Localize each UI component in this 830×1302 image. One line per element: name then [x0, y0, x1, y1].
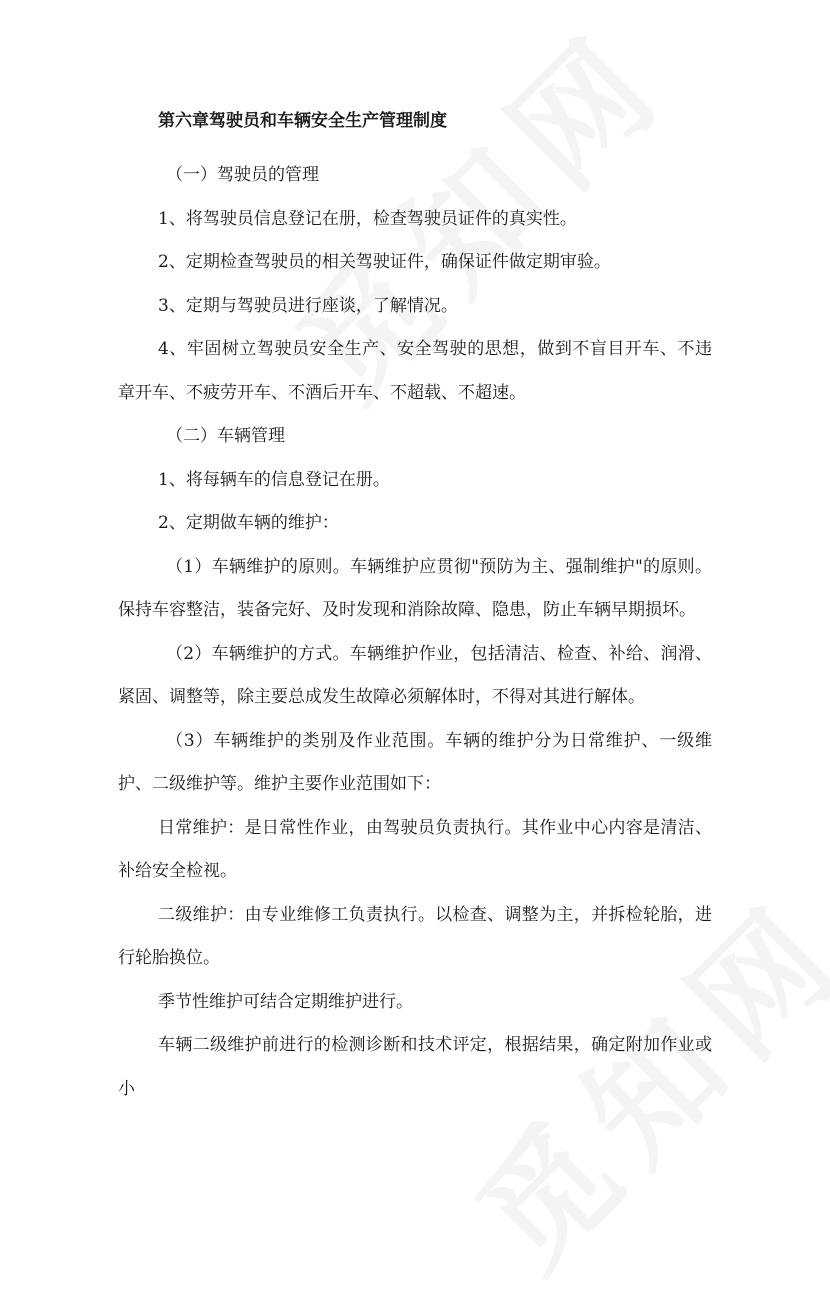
- paragraph: 1、将驾驶员信息登记在册，检查驾驶员证件的真实性。: [158, 208, 577, 229]
- paragraph: 季节性维护可结合定期维护进行。: [158, 991, 413, 1012]
- section-heading-vehicles: （二）车辆管理: [166, 426, 285, 446]
- paragraph: 1、将每辆车的信息登记在册。: [158, 469, 390, 490]
- paragraph: 3、定期与驾驶员进行座谈，了解情况。: [158, 295, 458, 316]
- paragraph: （2）车辆维护的方式。车辆维护作业，包括清洁、检查、补给、润滑、紧固、调整等，除主要总成发生故障必须解体时，不得对其进行解体。: [118, 643, 712, 707]
- chapter-title: 第六章驾驶员和车辆安全生产管理制度: [158, 111, 447, 131]
- paragraph: （3）车辆维护的类别及作业范围。车辆的维护分为日常维护、一级维护、二级维护等。维护主要作业范围如下：: [118, 730, 712, 794]
- paragraph: 2、定期做车辆的维护：: [158, 513, 339, 533]
- paragraph: 4、牢固树立驾驶员安全生产、安全驾驶的思想，做到不盲目开车、不违章开车、不疲劳开车、不酒后开车、不超载、不超速。: [118, 339, 712, 403]
- document-body: [118, 110, 712, 1111]
- paragraph: 二级维护：由专业维修工负责执行。以检查、调整为主，并拆检轮胎，进行轮胎换位。: [118, 904, 712, 968]
- section-heading-drivers: （一）驾驶员的管理: [166, 165, 319, 185]
- paragraph: （1）车辆维护的原则。车辆维护应贯彻"预防为主、强制维护"的原则。保持车容整洁，装备完好、及时发现和消除故障、隐患，防止车辆早期损坏。: [118, 556, 712, 620]
- paragraph: 2、定期检查驾驶员的相关驾驶证件，确保证件做定期审验。: [158, 252, 611, 272]
- paragraph: 日常维护：是日常性作业，由驾驶员负责执行。其作业中心内容是清洁、补给安全检视。: [118, 817, 712, 881]
- paragraph: 车辆二级维护前进行的检测诊断和技术评定，根据结果，确定附加作业或小: [118, 1035, 712, 1099]
